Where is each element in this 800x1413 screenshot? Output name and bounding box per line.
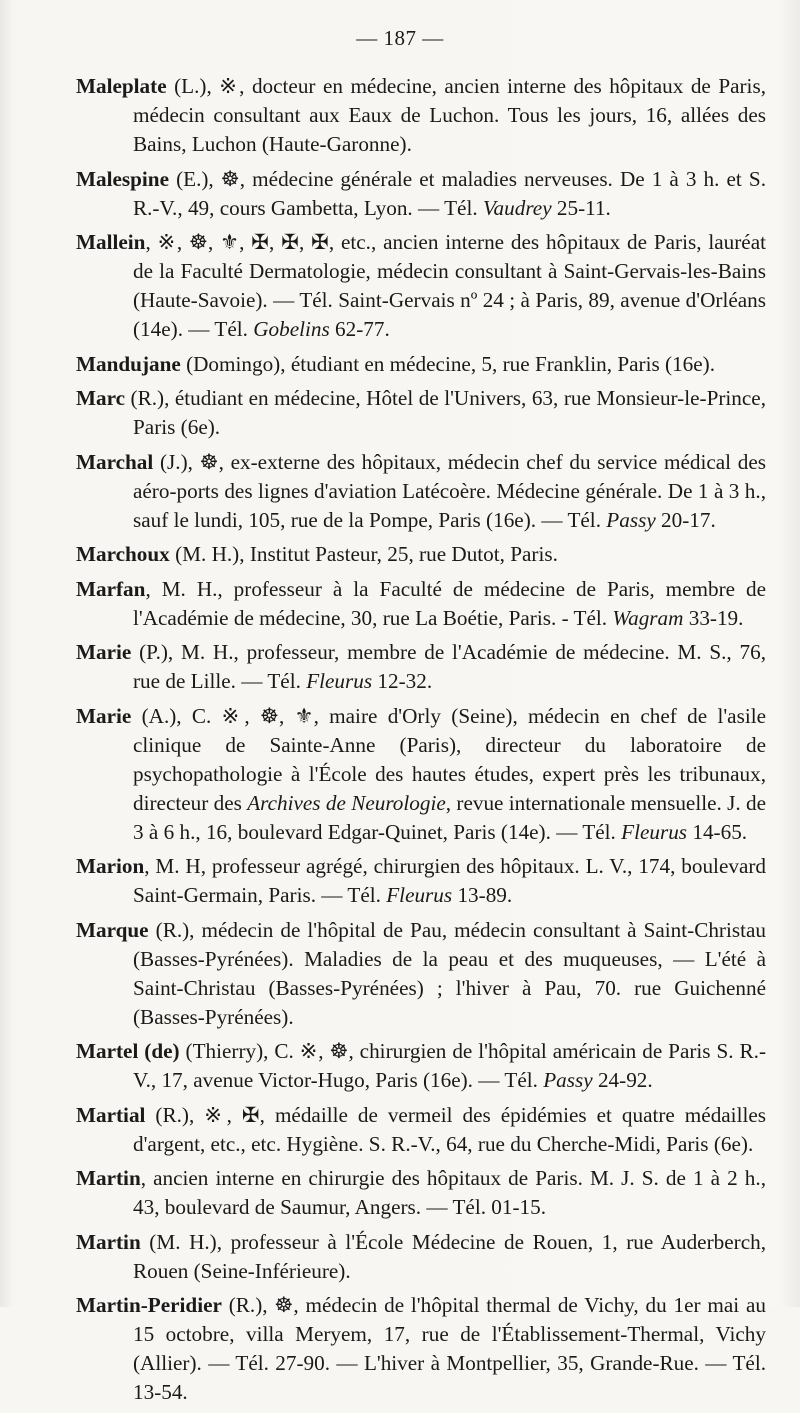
entry-name: Marque xyxy=(76,917,149,942)
entry-text: (M. H.), Institut Pasteur, 25, rue Dutot, Paris. xyxy=(169,542,558,566)
entry-name: Martin xyxy=(76,1166,141,1190)
directory-entry xyxy=(76,638,766,696)
directory-entry xyxy=(76,1228,766,1286)
entry-name: Martial xyxy=(76,1102,146,1127)
directory-entry xyxy=(76,702,766,847)
entry-text: 13-89. xyxy=(452,883,513,907)
entry-text: (P.), M. H., professeur, membre de l'Académie de médecine. M. S., 76, rue de Lille. — Tél. xyxy=(131,640,766,693)
entry-text: (Domingo), étudiant en médecine, 5, rue Franklin, Paris (16e). xyxy=(180,351,716,376)
directory-entry xyxy=(76,448,766,535)
directory-entry xyxy=(76,540,766,569)
entry-name: Mallein xyxy=(76,230,146,254)
entry-text: 12-32. xyxy=(372,669,433,693)
entry-text: , revue internationale mensuelle. J. de 3 à 6 h., 16, boulevard Edgar-Quinet, Paris (14e). — Tél. xyxy=(133,790,766,844)
entry-name: Marion xyxy=(76,854,145,878)
entry-text: , ancien interne en chirurgie des hôpitaux de Paris. M. J. S. de 1 à 2 h., 43, boulevard de Saumur, Angers. — Tél. 01-15. xyxy=(133,1166,766,1219)
entry-italic: Gobelins xyxy=(253,317,330,341)
entry-name: Malespine xyxy=(76,166,169,191)
directory-entry xyxy=(76,1164,766,1222)
directory-entry xyxy=(76,72,766,159)
entry-text: 14-65. xyxy=(687,819,748,844)
directory-entries xyxy=(76,72,766,1413)
entry-italic: Vaudrey xyxy=(482,195,552,220)
entry-text: (J.), ☸, ex-externe des hôpitaux, médecin chef du service médical des aéro-ports des lignes d'aviation Latécoère. Médecine générale. De 1 à 3 h., sauf le lundi, 105, rue de la Pompe, Paris (16e). — Tél. xyxy=(133,449,766,532)
entry-text: (R.), médecin de l'hôpital de Pau, médecin consultant à Saint-Christau (Basses-Pyrénées). Maladies de la peau et des muqueuses, — L'été à Saint-Christau (Basses-Pyrénées) ; l'hiver à Pau, 70. rue Guichenné (Basses-Pyrénées). xyxy=(133,917,766,1029)
directory-entry xyxy=(76,1101,766,1159)
entry-text: , ※, ☸, ⚜, ✠, ✠, ✠, etc., ancien interne des hôpitaux de Paris, lauréat de la Faculté Dermatologie, médecin consultant à Saint-Gervais-les-Bains (Haute-Savoie). — Tél. Saint-Gervais nº 24 ; à Paris, 89, avenue d'Orléans (14e). — Tél. xyxy=(133,230,766,341)
entry-text: (R.), étudiant en médecine, Hôtel de l'Univers, 63, rue Monsieur-le-Prince, Paris (6e). xyxy=(125,386,766,439)
entry-text: (Thierry), C. ※, ☸, chirurgien de l'hôpital américain de Paris S. R.-V., 17, avenue Victor-Hugo, Paris (16e). — Tél. xyxy=(133,1039,766,1092)
entry-text: 24-92. xyxy=(592,1068,653,1092)
entry-text: 25-11. xyxy=(551,195,611,220)
directory-entry xyxy=(76,1291,766,1407)
directory-entry xyxy=(76,165,766,223)
entry-name: Marchoux xyxy=(76,542,170,566)
entry-italic: Passy xyxy=(606,507,656,532)
directory-entry xyxy=(76,852,766,910)
entry-text: , M. H, professeur agrégé, chirurgien des hôpitaux. L. V., 174, boulevard Saint-Germain, Paris. — Tél. xyxy=(133,854,766,907)
entry-text: , M. H., professeur à la Faculté de médecine de Paris, membre de l'Académie de médecine, 30, rue La Boétie, Paris. - Tél. xyxy=(133,576,766,630)
entry-name: Marfan xyxy=(76,576,146,601)
directory-entry xyxy=(76,228,766,344)
entry-text: 20-17. xyxy=(655,507,716,532)
entry-text: (M. H.), professeur à l'École Médecine de Rouen, 1, rue Auderberch, Rouen (Seine-Inférieure). xyxy=(133,1229,766,1283)
entry-name: Martin-Peridier xyxy=(76,1293,222,1317)
entry-name: Marie xyxy=(76,640,132,664)
directory-entry xyxy=(76,916,766,1032)
directory-entry xyxy=(76,1037,766,1095)
entry-italic: Fleurus xyxy=(306,669,373,693)
entry-italic: Fleurus xyxy=(386,883,453,907)
entry-name: Marchal xyxy=(76,449,154,474)
entry-text: (E.), ☸, médecine générale et maladies nerveuses. De 1 à 3 h. et S. R.-V., 49, cours Gambetta, Lyon. — Tél. xyxy=(133,166,766,220)
entry-text: 33-19. xyxy=(683,605,744,630)
entry-italic: Archives de Neurologie xyxy=(247,790,446,815)
directory-entry xyxy=(76,575,766,633)
entry-name: Mandujane xyxy=(76,351,181,376)
entry-name: Martel (de) xyxy=(76,1039,180,1063)
entry-text: 62-77. xyxy=(329,317,390,341)
entry-text: (A.), C. ※, ☸, ⚜, maire d'Orly (Seine), médecin en chef de l'asile clinique de Sainte-Anne (Paris), directeur du laboratoire de psychopathologie à l'École des hautes études, expert près les tribunaux, directeur des xyxy=(131,703,766,815)
entry-text: (R.), ☸, médecin de l'hôpital thermal de Vichy, du 1er mai au 15 octobre, villa Meryem, 17, rue de l'Établissement-Thermal, Vichy (Allier). — Tél. 27-90. — L'hiver à Montpellier, 35, Grande-Rue. — Tél. 13-54. xyxy=(133,1293,766,1404)
directory-entry xyxy=(76,384,766,442)
entry-name: Marc xyxy=(76,386,126,410)
directory-entry xyxy=(76,350,766,379)
entry-text: (L.), ※, docteur en médecine, ancien interne des hôpitaux de Paris, médecin consultant aux Eaux de Luchon. Tous les jours, 16, allées des Bains, Luchon (Haute-Garonne). xyxy=(133,74,766,156)
entry-name: Marie xyxy=(76,703,132,728)
entry-italic: Passy xyxy=(543,1068,593,1092)
entry-name: Maleplate xyxy=(76,74,167,98)
entry-italic: Wagram xyxy=(612,605,684,630)
entry-italic: Fleurus xyxy=(621,819,688,844)
entry-name: Martin xyxy=(76,1229,141,1254)
page-number: — 187 — xyxy=(356,26,444,50)
entry-text: (R.), ※, ✠, médaille de vermeil des épidémies et quatre médailles d'argent, etc., etc. Hygiène. S. R.-V., 64, rue du Cherche-Midi, Paris (6e). xyxy=(133,1102,766,1156)
